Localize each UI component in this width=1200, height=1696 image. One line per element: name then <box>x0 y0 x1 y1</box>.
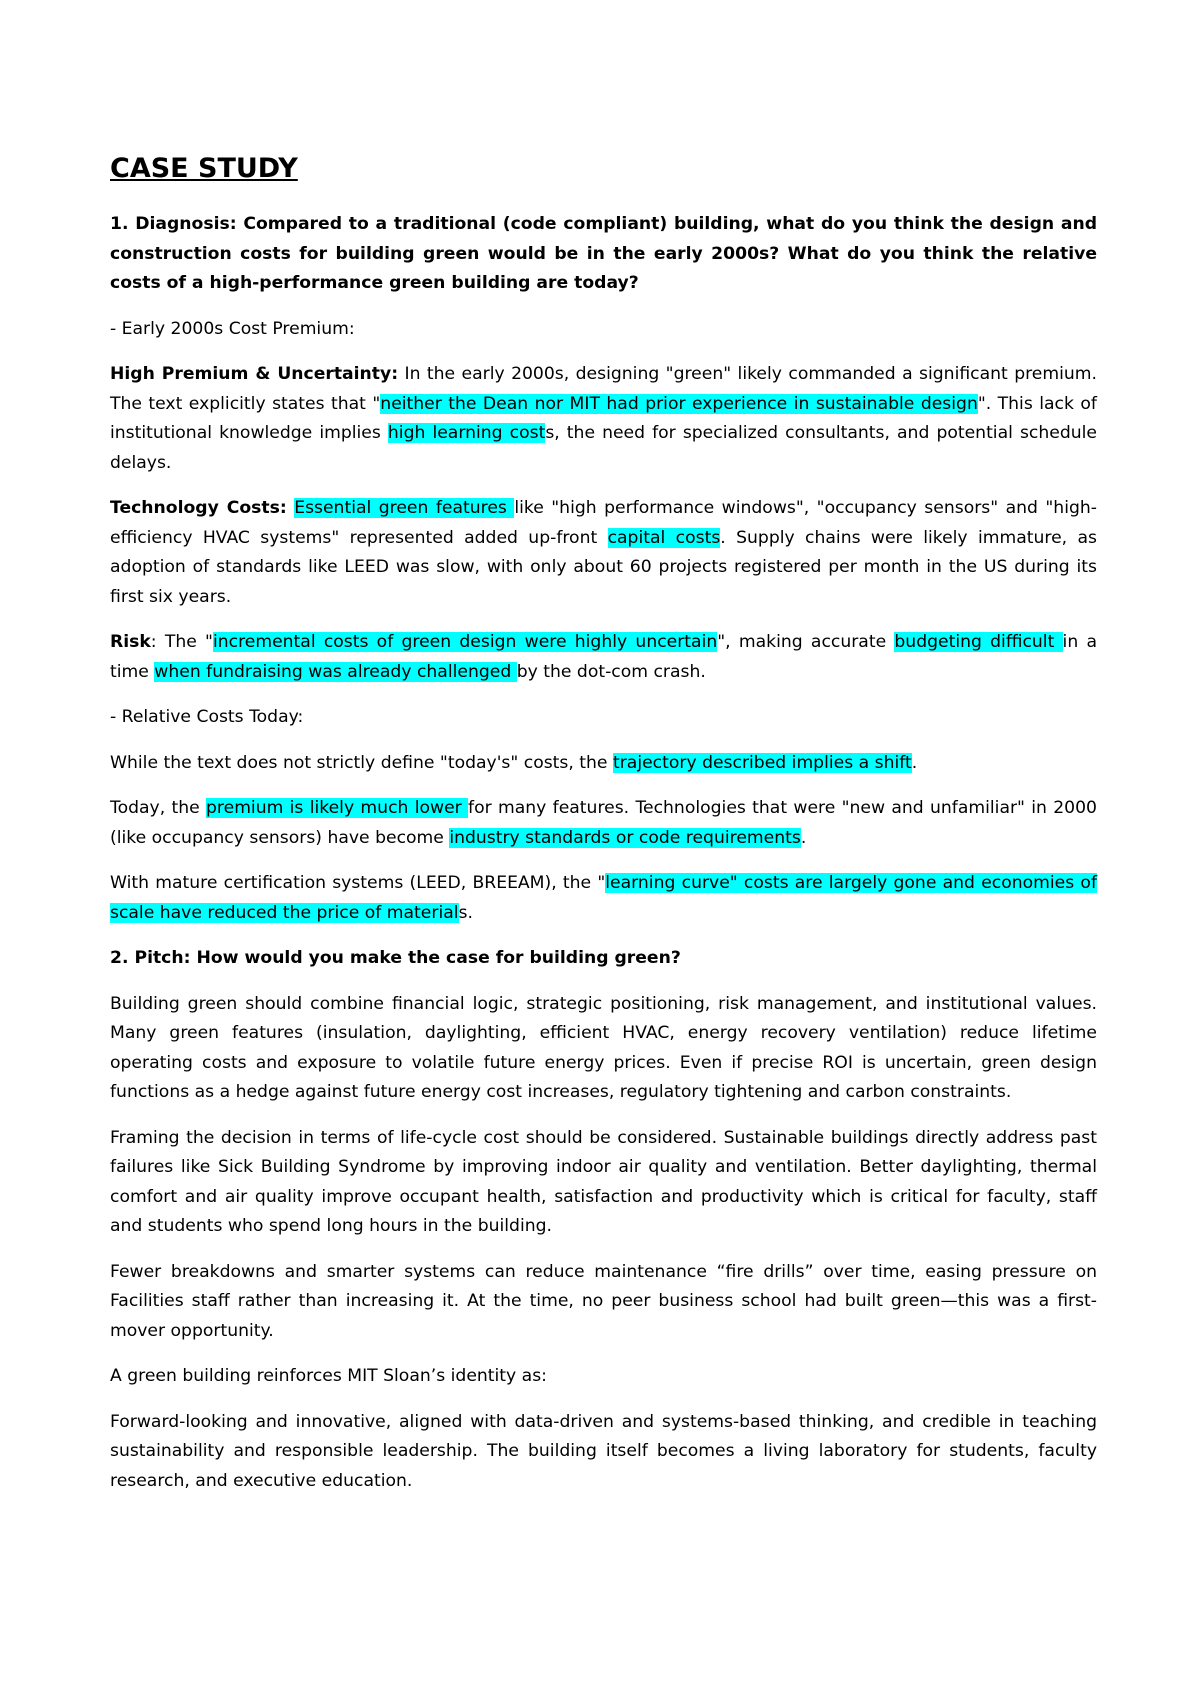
paragraph-life-cycle: Framing the decision in terms of life-cycle cost should be considered. Sustainable buildings directly address past failures like Sick Building Syndrome by improving indoor air quality and ventilation. Better daylighting, thermal comfort and air quality improve occupant health, satisfaction and productivity which is critical for faculty, staff and students who spend long hours in the building. <box>110 1127 1097 1236</box>
highlight: capital costs <box>607 527 721 548</box>
highlight: trajectory described implies a shift <box>612 752 912 773</box>
paragraph-building-green: Building green should combine financial logic, strategic positioning, risk management, and institutional values. Many green features (insulation, daylighting, efficient HVAC, energy recovery ventilation) reduce lifetime operating costs and exposure to volatile future energy prices. Even if precise ROI is uncertain, green design functions as a hedge against future energy cost increases, regulatory tightening and carbon constraints. <box>110 993 1097 1102</box>
highlight: learning curve" costs are largely gone and economies of scale have reduced the price of material <box>110 873 1097 923</box>
label-technology-costs: Technology Costs: <box>110 498 287 518</box>
paragraph-maintenance: Fewer breakdowns and smarter systems can reduce maintenance “fire drills” over time, easing pressure on Facilities staff rather than increasing it. At the time, no peer business school had built green—this was a first-mover opportunity. <box>110 1261 1097 1341</box>
paragraph-premium-lower: Today, the premium is likely much lower for many features. Technologies that were "new and unfamiliar" in 2000 (like occupancy sensors) have become industry standards or code requirements. <box>110 798 1097 848</box>
paragraph-risk: Risk: The "incremental costs of green design were highly uncertain", making accurate budgeting difficult in a time when fundraising was already challenged by the dot-com crash. <box>110 632 1097 682</box>
highlight: neither the Dean nor MIT had prior experience in sustainable design <box>380 393 978 414</box>
question-2: 2. Pitch: How would you make the case for building green? <box>110 948 681 968</box>
highlight: Essential green features <box>294 498 515 518</box>
label-risk: Risk <box>110 632 151 652</box>
highlight: budgeting difficult <box>894 632 1063 652</box>
paragraph-trajectory: While the text does not strictly define "today's" costs, the trajectory described implies a shift. <box>110 752 918 773</box>
highlight: incremental costs of green design were highly uncertain <box>212 632 718 652</box>
paragraph-certification: With mature certification systems (LEED, BREEAM), the "learning curve" costs are largely gone and economies of scale have reduced the price of materials. <box>110 873 1097 923</box>
paragraph-identity: A green building reinforces MIT Sloan’s identity as: <box>110 1366 547 1386</box>
paragraph-high-premium: High Premium & Uncertainty: In the early 2000s, designing "green" likely commanded a significant premium. The text explicitly states that "neither the Dean nor MIT had prior experience in sustainable design". This lack of institutional knowledge implies high learning costs, the need for specialized consultants, and potential schedule delays. <box>110 364 1097 473</box>
highlight: industry standards or code requirements <box>449 827 801 848</box>
page-title: CASE STUDY <box>110 153 298 184</box>
highlight: when fundraising was already challenged <box>154 661 517 682</box>
subheading-early-2000s: - Early 2000s Cost Premium: <box>110 318 355 339</box>
question-1: 1. Diagnosis: Compared to a traditional (code compliant) building, what do you think the design and construction costs for building green would be in the early 2000s? What do you think the relative costs of a high-performance green building are today? <box>110 214 1097 293</box>
paragraph-forward-looking: Forward-looking and innovative, aligned with data-driven and systems-based thinking, and credible in teaching sustainability and responsible leadership. The building itself becomes a living laboratory for students, faculty research, and executive education. <box>110 1411 1097 1491</box>
highlight: high learning cost <box>387 423 546 443</box>
label-high-premium: High Premium & Uncertainty: <box>110 364 399 384</box>
highlight: premium is likely much lower <box>206 798 469 818</box>
paragraph-technology-costs: Technology Costs: Essential green features like "high performance windows", "occupancy sensors" and "high-efficiency HVAC systems" represented added up-front capital costs. Supply chains were likely immature, as adoption of standards like LEED was slow, with only about 60 projects registered per month in the US during its first six years. <box>110 498 1097 607</box>
subheading-relative-costs: - Relative Costs Today: <box>110 707 304 727</box>
